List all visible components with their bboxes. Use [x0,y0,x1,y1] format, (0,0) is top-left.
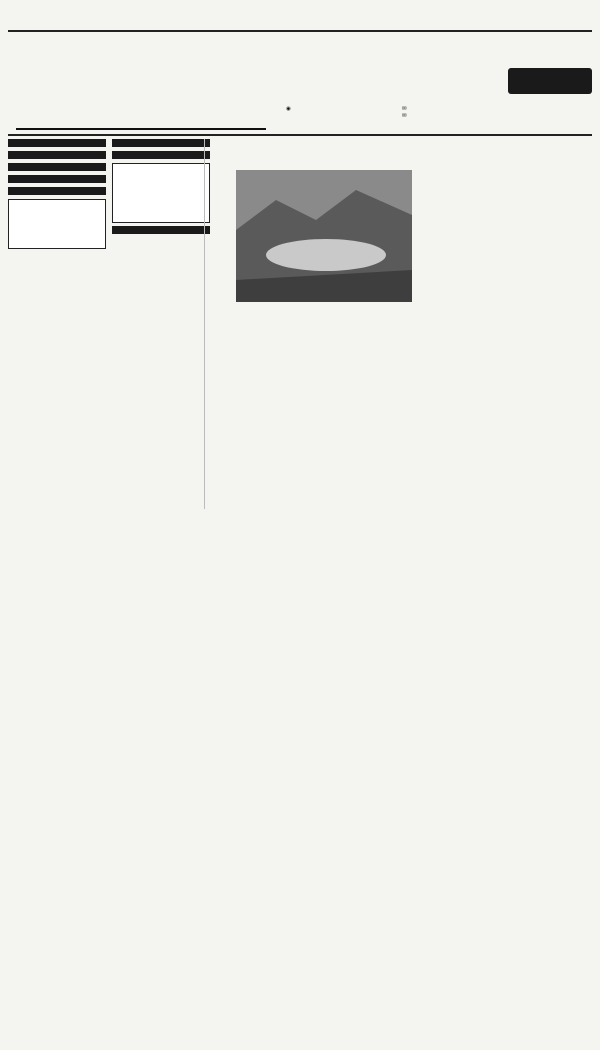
divider [8,30,592,32]
category-heading [8,139,106,147]
otomotif-banner [112,163,210,223]
title-underline [16,70,266,130]
office-address [286,106,294,120]
news-photo [236,170,412,302]
classifieds-column-2 [112,139,210,238]
mail-icon: ✉ [402,113,407,119]
mail-icon: ✉ [402,106,407,112]
category-heading [112,151,210,159]
classifieds-column-1 [8,139,106,253]
category-heading [8,163,106,171]
masthead-bar [8,6,592,28]
mountain-landscape-image [236,170,412,302]
category-heading [8,151,106,159]
category-heading [8,187,106,195]
lowongan-banner [8,199,106,249]
category-heading [112,139,210,147]
location-icon: ◉ [286,106,291,112]
column-divider [204,139,205,509]
category-heading [8,175,106,183]
category-heading [112,226,210,234]
opening-hours-badge [508,68,592,94]
email-contact[interactable] [402,106,407,120]
divider [8,134,592,136]
